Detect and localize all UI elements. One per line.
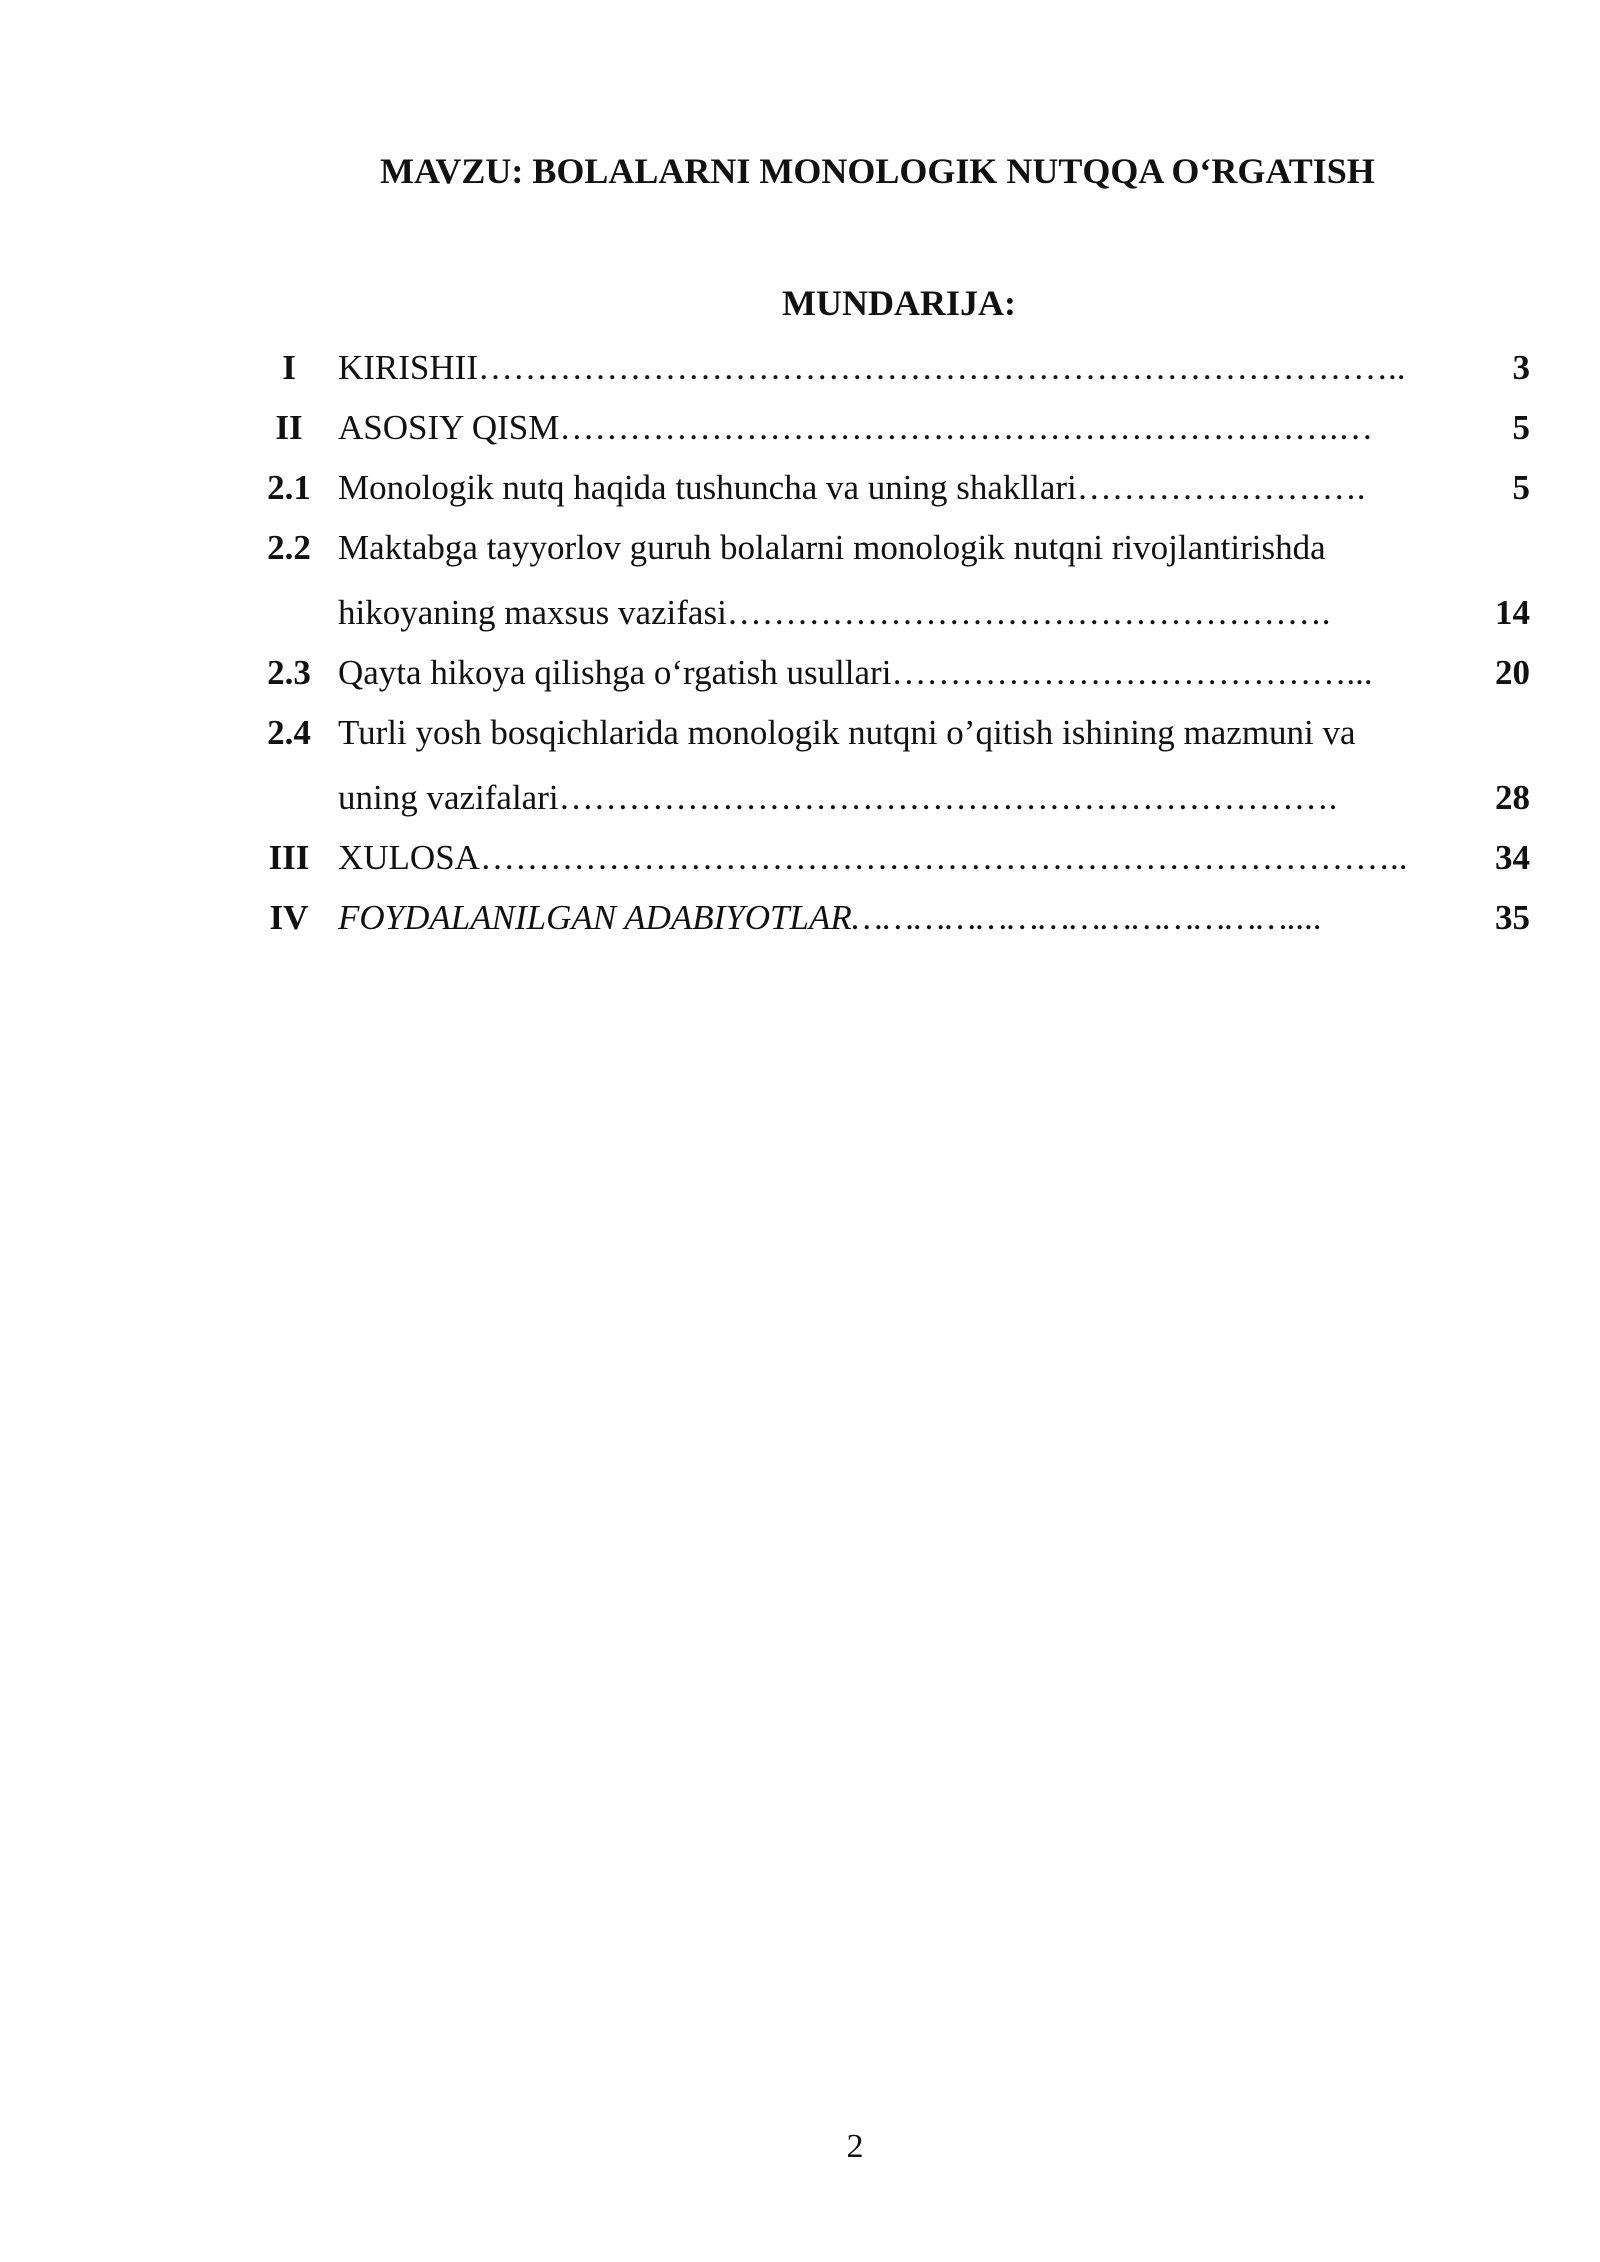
- table-of-contents: [240, 345, 1530, 940]
- toc-entry-page: 20: [1495, 653, 1530, 692]
- toc-entry-2[interactable]: [240, 405, 1530, 450]
- toc-entry-number: 2.2: [267, 528, 311, 567]
- toc-entry-page: 35: [1495, 898, 1530, 937]
- toc-heading: MUNDARIJA:: [782, 283, 1016, 323]
- toc-entry-number: III: [268, 838, 310, 877]
- toc-entry-2-4[interactable]: [240, 710, 1530, 820]
- toc-entry-3[interactable]: [240, 835, 1530, 880]
- toc-entry-text: Qayta hikoya qilishga o‘rgatish usullari…………………………………...: [338, 653, 1373, 692]
- toc-entry-page: 28: [1495, 778, 1530, 817]
- toc-entry-text: XULOSA……………………………………………………………………..: [338, 838, 1408, 877]
- toc-entry-number: I: [282, 348, 296, 387]
- toc-entry-number: 2.3: [267, 653, 311, 692]
- document-title: MAVZU: BOLALARNI MONOLOGIK NUTQQA O‘RGATISH: [380, 151, 1375, 191]
- toc-entry-text: KIRISHII……………………………………………………………………..: [338, 348, 1406, 387]
- toc-entry-4[interactable]: [240, 895, 1530, 940]
- toc-entry-page: 14: [1495, 593, 1530, 632]
- toc-entry-page: 5: [1512, 468, 1530, 507]
- toc-entry-number: IV: [269, 898, 309, 937]
- toc-entry-text: Maktabga tayyorlov guruh bolalarni monologik nutqni rivojlantirishda: [338, 528, 1326, 567]
- toc-entry-text-continued: hikoyaning maxsus vazifasi…………………………………………….: [338, 593, 1331, 632]
- toc-entry-page: 5: [1512, 408, 1530, 447]
- toc-entry-2-2[interactable]: [240, 525, 1530, 635]
- toc-entry-page: 3: [1512, 348, 1530, 387]
- toc-entry-number: II: [275, 408, 303, 447]
- toc-entry-text: Turli yosh bosqichlarida monologik nutqni o’qitish ishining mazmuni va: [338, 713, 1356, 752]
- toc-entry-1[interactable]: [240, 345, 1530, 390]
- page-number: 2: [846, 2128, 864, 2165]
- toc-entry-2-3[interactable]: [240, 650, 1530, 695]
- toc-entry-page: 34: [1495, 838, 1530, 877]
- toc-entry-number: 2.1: [267, 468, 311, 507]
- toc-entry-text: FOYDALANILGAN ADABIYOTLAR……………………………………....: [338, 898, 1323, 937]
- toc-entry-text-continued: uning vazifalari………………………………………………………….: [338, 778, 1338, 817]
- toc-entry-2-1[interactable]: [240, 465, 1530, 510]
- toc-entry-number: 2.4: [267, 713, 311, 752]
- toc-entry-text: ASOSIY QISM………………………………………………………….…: [338, 408, 1374, 447]
- toc-entry-text: Monologik nutq haqida tushuncha va uning shakllari…………………….: [338, 468, 1366, 507]
